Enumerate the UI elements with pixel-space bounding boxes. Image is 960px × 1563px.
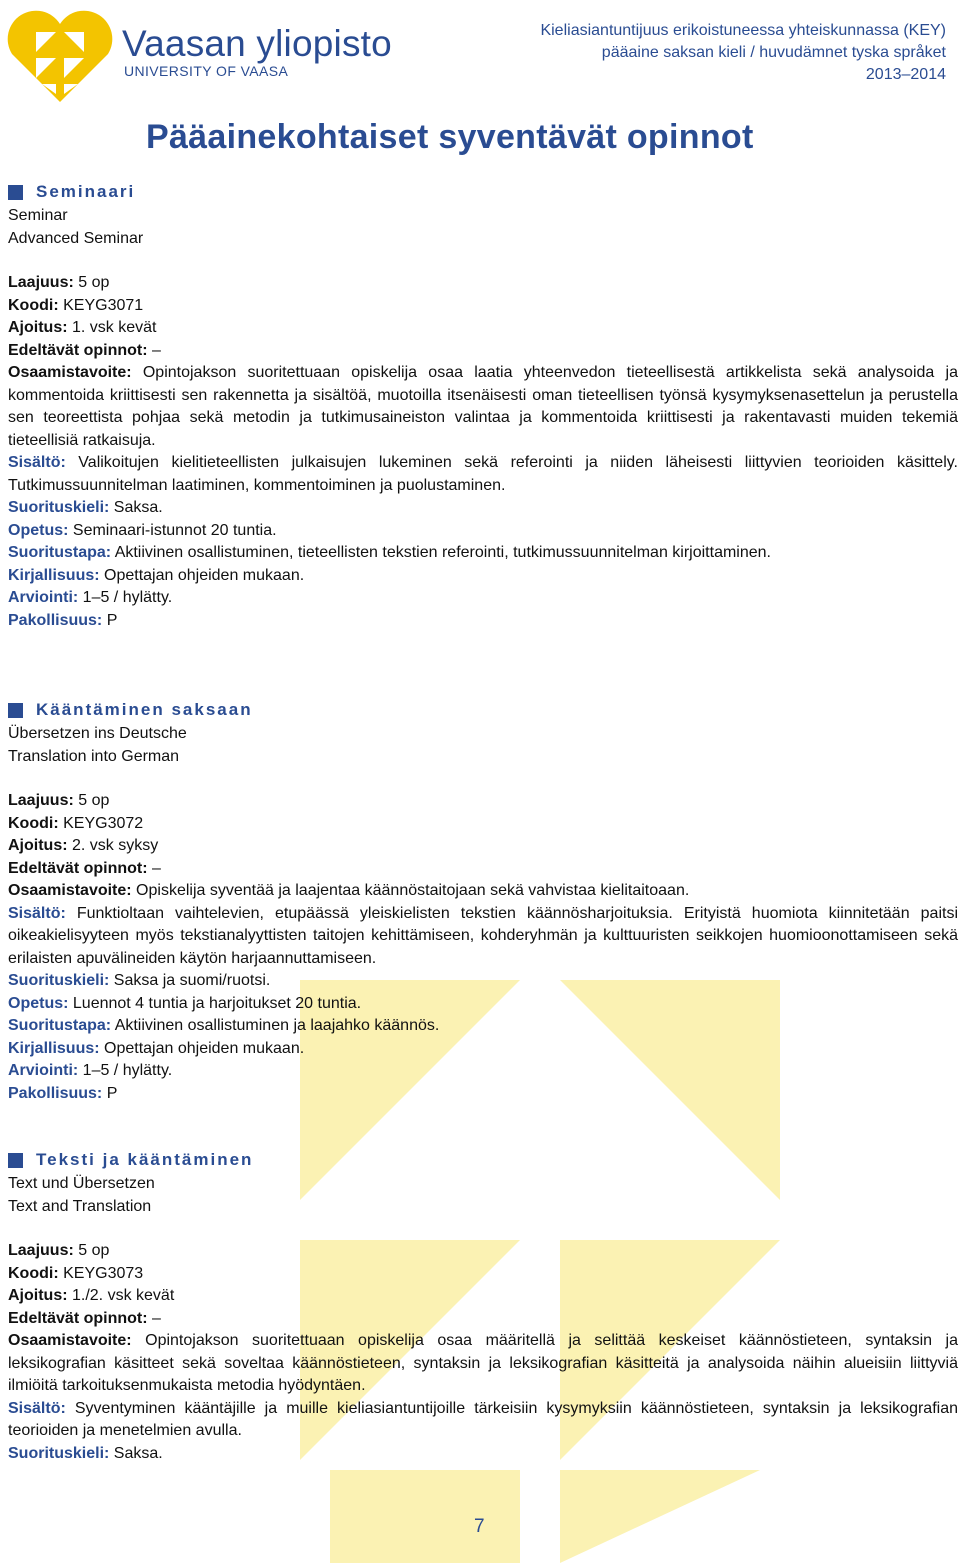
course-section xyxy=(8,180,958,632)
section-subtitle: Text und Übersetzen xyxy=(8,1175,155,1192)
field-row: Suorituskieli: Saksa ja suomi/ruotsi. xyxy=(8,972,271,989)
field-row: Koodi: KEYG3071 xyxy=(8,296,144,314)
field-row: Laajuus: 5 op xyxy=(8,274,110,291)
field-row: Ajoitus: 2. vsk syksy xyxy=(8,837,159,854)
section-subtitle: Seminar xyxy=(8,207,68,224)
field-row: Osaamistavoite: Opintojakson suoritettuaan opiskelija osaa laatia yhteenvedon tieteellisestä artikkelista sekä analysoida ja kommentoida kriittisesti sen rakennetta ja sisältöä, muotoilla itsenäisesti oman tieteellisen työnsä kysymyksenasettelun ja perustella sen teoreettista pohjaa sekä metodin ja tutkimusaineiston valintaa ja kommentoida kriittisesti ja rakentavasti muiden tekemiä tieteellisiä ratkaisuja. xyxy=(8,364,958,449)
field-row: Suorituskieli: Saksa. xyxy=(8,499,163,516)
section-subtitle: Translation into German xyxy=(8,748,180,765)
field-row: Koodi: KEYG3073 xyxy=(8,1264,144,1282)
field-row: Sisältö: Funktioltaan vaihtelevien, etupäässä yleiskielisten tekstien käännösharjoituksia. Erityistä huomiota kiinnitetään paitsi oikeakielisyyteen myös tekstianalyyttisten taitojen kehittämiseen, kohderyhmän ja kulttuuristen seikkojen huomioonottamiseen sekä erilaisten apuvälineiden käytön harjaannuttamiseen. xyxy=(8,904,958,967)
section-subtitle: Advanced Seminar xyxy=(8,230,144,247)
document-header xyxy=(540,20,946,86)
header-major: pääaine saksan kieli / huvudämnet tyska språket xyxy=(601,44,946,61)
field-row: Pakollisuus: P xyxy=(8,611,118,629)
field-row: Arviointi: 1–5 / hylätty. xyxy=(8,1062,173,1079)
field-row: Suorituskieli: Saksa. xyxy=(8,1444,163,1462)
field-row: Edeltävät opinnot: – xyxy=(8,341,161,359)
field-row: Suoritustapa: Aktiivinen osallistuminen ja laajahko käännös. xyxy=(8,1017,440,1034)
section-heading: Teksti ja kääntäminen xyxy=(8,1148,958,1172)
university-name: Vaasan yliopisto xyxy=(122,23,392,64)
header-years: 2013–2014 xyxy=(865,66,946,83)
section-subtitle: Text and Translation xyxy=(8,1198,152,1215)
field-row: Edeltävät opinnot: – xyxy=(8,1309,161,1327)
page-number: 7 xyxy=(474,1516,485,1537)
course-section xyxy=(8,1148,958,1465)
field-row: Ajoitus: 1./2. vsk kevät xyxy=(8,1287,175,1304)
field-row: Laajuus: 5 op xyxy=(8,1242,110,1259)
course-section xyxy=(8,698,958,1105)
field-row: Arviointi: 1–5 / hylätty. xyxy=(8,589,173,606)
field-row: Osaamistavoite: Opiskelija syventää ja laajentaa käännöstaitojaan sekä vahvistaa kielitaitoaan. xyxy=(8,882,690,899)
field-row: Kirjallisuus: Opettajan ohjeiden mukaan. xyxy=(8,566,305,584)
university-name-en: UNIVERSITY OF VAASA xyxy=(124,63,289,79)
field-row: Opetus: Seminaari-istunnot 20 tuntia. xyxy=(8,521,277,539)
page-title: Pääainekohtaiset syventävät opinnot xyxy=(146,118,754,156)
section-heading: Seminaari xyxy=(8,180,958,204)
header-programme: Kieliasiantuntijuus erikoistuneessa yhteiskunnassa (KEY) xyxy=(540,22,946,39)
field-row: Opetus: Luennot 4 tuntia ja harjoitukset 20 tuntia. xyxy=(8,994,362,1012)
field-row: Sisältö: Valikoitujen kielitieteellisten julkaisujen lukeminen sekä referointi ja niiden läheisesti liittyvien teorioiden käsittely. Tutkimussuunnitelman laatiminen, kommentoiminen ja puolustaminen. xyxy=(8,454,958,494)
field-row: Osaamistavoite: Opintojakson suoritettuaan opiskelija osaa määritellä ja selittää keskeiset käännöstieteen, syntaksin ja leksikografian käsitteet sekä soveltaa käännöstieteen, syntaksin ja leksikografian käsitteitä ja analysoida näihin alueisiin liittyviä ilmiöitä tarkoituksenmukaista metodia hyödyntäen. xyxy=(8,1332,958,1394)
field-row: Pakollisuus: P xyxy=(8,1084,118,1102)
field-row: Suoritustapa: Aktiivinen osallistuminen, tieteellisten tekstien referointi, tutkimussuunnitelman kirjoittaminen. xyxy=(8,544,771,561)
field-row: Koodi: KEYG3072 xyxy=(8,814,144,832)
field-row: Kirjallisuus: Opettajan ohjeiden mukaan. xyxy=(8,1039,305,1057)
bullet-square-icon xyxy=(8,703,23,718)
section-heading: Kääntäminen saksaan xyxy=(8,698,958,722)
field-row: Ajoitus: 1. vsk kevät xyxy=(8,319,157,336)
field-row: Sisältö: Syventyminen kääntäjille ja muille kieliasiantuntijoille tärkeisiin kysymyksiin käännöstieteen, syntaksin ja leksikografian teorioiden ja menetelmien avulla. xyxy=(8,1399,958,1439)
vaasa-heart-logo xyxy=(6,6,114,104)
section-subtitle: Übersetzen ins Deutsche xyxy=(8,725,187,742)
bullet-square-icon xyxy=(8,1153,23,1168)
field-row: Edeltävät opinnot: – xyxy=(8,859,161,877)
bullet-square-icon xyxy=(8,185,23,200)
field-row: Laajuus: 5 op xyxy=(8,792,110,809)
